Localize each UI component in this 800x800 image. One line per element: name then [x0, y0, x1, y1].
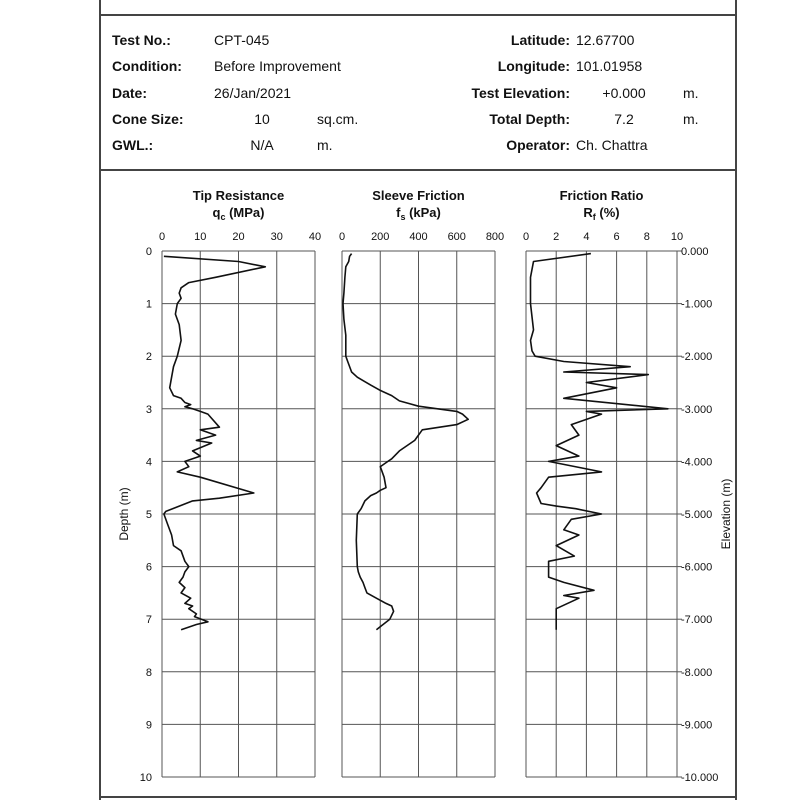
- test-no-label: Test No.:: [112, 32, 171, 48]
- x-tick-label: 30: [270, 231, 283, 243]
- x-tick-label: 800: [485, 231, 505, 243]
- y-tick-label-depth: 2: [145, 351, 152, 364]
- series-line: [164, 256, 265, 629]
- y-tick-label-depth: 4: [145, 456, 152, 469]
- latitude-label: Latitude:: [510, 32, 570, 48]
- y-axis-label-elevation: Elevation (m): [719, 478, 733, 550]
- total-depth-value: 7.2: [614, 111, 634, 127]
- y-tick-label-elevation: -7.000: [681, 614, 713, 627]
- test-elevation-value: +0.000: [602, 85, 646, 101]
- chart-title: Sleeve Friction: [372, 188, 465, 203]
- date-label: Date:: [112, 85, 148, 101]
- x-tick-label: 8: [643, 231, 650, 243]
- operator-value: Ch. Chattra: [576, 137, 648, 153]
- y-tick-label-elevation: -9.000: [681, 719, 713, 732]
- x-tick-label: 10: [194, 231, 207, 243]
- y-tick-label-elevation: -4.000: [681, 456, 713, 469]
- x-axis-label: $R_f$ (%): [583, 205, 620, 222]
- total-depth-label: Total Depth:: [489, 111, 570, 127]
- x-tick-label: 6: [613, 231, 620, 243]
- y-tick-label-depth: 1: [145, 298, 152, 311]
- x-tick-label: 600: [447, 231, 466, 243]
- y-tick-label-elevation: -6.000: [681, 561, 713, 574]
- gwl-unit: m.: [317, 137, 333, 153]
- gwl-label: GWL.:: [112, 137, 154, 153]
- test-no-value: CPT-045: [214, 32, 270, 48]
- y-tick-label-depth: 9: [145, 719, 152, 732]
- total-depth-unit: m.: [683, 111, 699, 127]
- test-elevation-unit: m.: [683, 85, 699, 101]
- chart-title: Friction Ratio: [559, 188, 644, 203]
- x-tick-label: 20: [232, 231, 245, 243]
- cone-size-unit: sq.cm.: [317, 111, 359, 127]
- x-tick-label: 40: [308, 231, 322, 243]
- x-tick-label: 0: [522, 231, 530, 243]
- x-tick-label: 2: [553, 231, 560, 243]
- y-tick-label-elevation: -5.000: [681, 509, 713, 521]
- x-axis-label: $q_c$ (MPa): [212, 205, 265, 222]
- date-value: 26/Jan/2021: [214, 85, 292, 101]
- y-tick-label-depth: 7: [145, 614, 152, 627]
- gwl-value: N/A: [250, 137, 274, 153]
- x-axis-label: $f_s$ (kPa): [396, 205, 441, 222]
- y-tick-label-depth: 0: [145, 246, 152, 258]
- cone-size-label: Cone Size:: [112, 111, 184, 127]
- series-line: [343, 254, 468, 630]
- x-tick-label: 4: [583, 231, 590, 243]
- y-tick-label-depth: 3: [145, 403, 152, 416]
- longitude-label: Longitude:: [497, 58, 570, 74]
- y-tick-label-elevation: -8.000: [681, 666, 713, 679]
- chart-title: Tip Resistance: [192, 188, 285, 203]
- latitude-value: 12.67700: [576, 32, 635, 48]
- cone-size-value: 10: [254, 111, 270, 127]
- x-tick-label: 10: [670, 231, 684, 243]
- y-tick-label-elevation: -10.000: [681, 772, 719, 784]
- y-tick-label-depth: 5: [145, 509, 152, 521]
- y-tick-label-elevation: -2.000: [681, 351, 713, 364]
- condition-value: Before Improvement: [214, 58, 341, 74]
- y-tick-label-depth: 10: [139, 772, 152, 784]
- operator-label: Operator:: [506, 137, 570, 153]
- y-tick-label-elevation: 0.000: [681, 246, 709, 258]
- condition-label: Condition:: [112, 58, 182, 74]
- y-tick-label-depth: 8: [145, 666, 152, 679]
- longitude-value: 101.01958: [576, 58, 643, 74]
- y-tick-label-elevation: -1.000: [681, 298, 713, 311]
- x-tick-label: 0: [158, 231, 166, 243]
- x-tick-label: 400: [409, 231, 428, 243]
- test-elevation-label: Test Elevation:: [471, 85, 570, 101]
- y-axis-label-depth: Depth (m): [117, 487, 131, 541]
- x-tick-label: 200: [371, 231, 390, 243]
- x-tick-label: 0: [338, 231, 346, 243]
- y-tick-label-depth: 6: [145, 561, 152, 574]
- y-tick-label-elevation: -3.000: [681, 403, 713, 416]
